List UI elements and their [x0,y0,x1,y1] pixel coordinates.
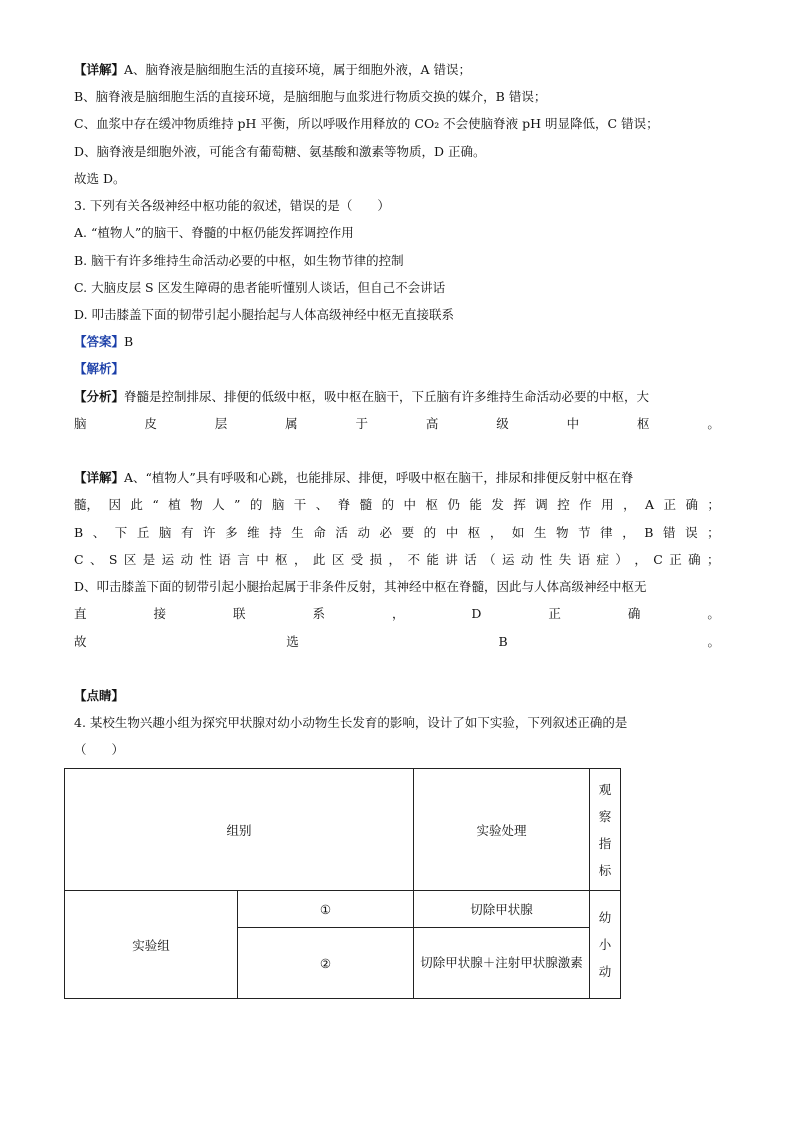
q3-option-c: C. 大脑皮层 S 区发生障碍的患者能听懂别人谈话，但自己不会讲话 [74,280,446,295]
justified-word: 受 [350,552,364,567]
experiment-table [64,768,621,999]
cell-no-1: ① [238,891,414,928]
justified-word: 中 [403,497,417,512]
header-group: 组别 [65,769,414,891]
justified-word: 是 [142,552,156,567]
justified-word: 脊 [337,497,351,512]
justified-word: 要 [401,525,415,540]
detail-line-b: B、脑脊液是脑细胞生活的直接环境，是脑细胞与血浆进行物质交换的媒介，B 错误； [74,89,547,104]
justified-word: 髓 [359,497,373,512]
q3-stem: 3. 下列有关各级神经中枢功能的叙述，错误的是（ ） [74,198,390,213]
q3-detail-line6 [74,605,720,623]
justified-word: 许 [203,525,216,540]
answer-tag: 【答案】 [74,334,125,349]
justified-word: 失 [558,552,572,567]
justified-word: 枢 [275,552,288,567]
justified-word: S [108,552,118,567]
header-treatment: 实验处理 [414,769,590,891]
justified-word: 调 [535,497,548,512]
q3-option-a: A. “植物人”的脑干、脊髓的中枢仍能发挥调控作用 [74,225,354,240]
justified-word: 人 [212,497,225,512]
q3-option-d: D. 叩击膝盖下面的韧带引起小腿抬起与人体高级神经中枢无直接联系 [74,307,455,322]
answer-value: B [124,334,134,349]
justified-word: 正 [548,606,561,621]
justified-word: 干 [293,497,307,512]
justified-word: 选 [286,634,299,649]
justified-word: 如 [511,525,525,540]
q3-detail-line3 [74,524,720,542]
justified-word: 作 [579,497,592,512]
justified-word: 此 [312,552,326,567]
justified-word: 故 [74,634,87,649]
justified-word: 确 [627,606,641,621]
cell-no-2: ② [238,928,414,999]
q3-detail-line5: D、叩击膝盖下面的韧带引起小腿抬起属于非条件反射，其神经中枢在脊髓，因此与人体高级神经中枢无 [74,579,647,594]
justified-word: 必 [379,525,393,540]
header-observation [590,769,621,891]
cell-treatment-1: 切除甲状腺 [414,891,590,928]
justified-word: 讲 [445,552,458,567]
justified-word: 能 [469,497,482,512]
justified-word: 持 [269,525,282,540]
justified-word: C [653,552,663,567]
justified-word: ， [623,497,636,512]
justified-word: 皮 [144,416,157,431]
justified-word: 枢 [637,416,650,431]
justified-word: 确 [685,497,698,512]
justified-word: 的 [381,497,395,512]
q3-detail-line2 [74,496,720,514]
justified-word: 的 [249,497,263,512]
justified-word: B [498,634,508,649]
justified-word: 枢 [425,497,439,512]
justified-word: 确 [688,552,701,567]
justified-word: 运 [501,552,515,567]
justified-word: 中 [445,525,459,540]
justified-word: 动 [357,525,370,540]
q3-fenxi-line1 [74,388,724,406]
justified-word: 挥 [513,497,526,512]
justified-word: 脑 [271,497,285,512]
q3-detail-line1 [74,469,724,487]
justified-word: B [644,525,654,540]
justified-word: 用 [601,497,614,512]
justified-word: 节 [578,525,591,540]
q4-stem-line2: （ ） [74,742,125,757]
cell-observation-text: 幼小动 [598,910,612,979]
justified-word: 发 [491,497,504,512]
justified-word: ， [634,552,647,567]
cell-observation [590,891,621,999]
table-header-row [65,769,621,891]
q3-analysis-tag: 【解析】 [74,361,125,376]
justified-word: 正 [663,497,677,512]
q3-option-b: B. 脑干有许多维持生命活动必要的中枢，如生物节律的控制 [74,253,404,268]
justified-word: 联 [232,606,246,621]
justified-word: ， [622,525,635,540]
q3-answer [74,333,724,351]
fenxi-tag: 【分析】 [74,389,125,404]
justified-word: 仍 [447,497,460,512]
justified-word: 、 [89,552,103,567]
detail-tag: 【详解】 [74,62,125,77]
cell-experiment-group: 实验组 [65,891,238,999]
justified-word: 此 [130,497,143,512]
detail-text: A、“植物人”具有呼吸和心跳，也能排尿、排便，呼吸中枢在脑干，排尿和排便反射中枢在脊 [124,470,634,485]
justified-word: 中 [566,416,580,431]
justified-word: D [471,606,482,621]
justified-word: 多 [225,525,238,540]
justified-word: 于 [355,416,369,431]
justified-word: 错 [663,525,676,540]
justified-word: 脑 [74,416,87,431]
justified-word: 误 [685,525,698,540]
justified-word: 性 [539,552,553,567]
justified-word: 物 [556,525,569,540]
q3-dianjing-tag: 【点睛】 [74,688,125,703]
justified-word: 。 [707,416,720,431]
justified-word: ， [489,525,503,540]
detail-tag: 【详解】 [74,470,125,485]
justified-word: 级 [496,416,509,431]
justified-word: 动 [520,552,534,567]
justified-word: ， [388,552,402,567]
justified-word: “ [152,497,159,512]
justified-word: （ [483,552,496,567]
justified-word: 区 [331,552,345,567]
justified-word: 运 [161,552,175,567]
justified-word: 命 [313,525,326,540]
detail-line-d: D、脑脊液是细胞外液，可能含有葡萄糖、氨基酸和激素等物质，D 正确。 [74,144,486,159]
justified-word: 语 [577,552,591,567]
justified-word: 生 [291,525,304,540]
detail-line-a [74,61,724,79]
justified-word: ） [615,552,628,567]
justified-word: 枢 [467,525,481,540]
justified-word: ； [707,497,720,512]
justified-word: 控 [557,497,570,512]
justified-word: 、 [315,497,329,512]
justified-word: 。 [707,634,720,649]
justified-word: 层 [214,416,228,431]
justified-word: ， [391,606,405,621]
justified-word: 动 [180,552,194,567]
justified-word: 的 [423,525,437,540]
justified-word: 属 [285,416,298,431]
justified-word: 、 [92,525,106,540]
justified-word: 因 [108,497,121,512]
justified-word: 。 [707,606,720,621]
justified-word: C [74,552,84,567]
justified-word: 有 [180,525,194,540]
justified-word: 脑 [158,525,172,540]
cell-treatment-2-text: 切除甲状腺＋注射甲状腺激素 [420,955,583,970]
justified-word: 言 [237,552,250,567]
justified-word: 区 [123,552,137,567]
justified-word: 不 [407,552,420,567]
justified-word: 语 [218,552,231,567]
justified-word: 性 [199,552,212,567]
justified-word: 直 [74,606,87,621]
conclusion-line: 故选 D。 [74,171,126,186]
justified-word: B [74,525,84,540]
justified-word: 髓， [74,497,100,512]
justified-word: 话 [464,552,477,567]
justified-word: 损 [369,552,383,567]
justified-word: ； [707,552,720,567]
detail-text: A、脑脊液是脑细胞生活的直接环境，属于细胞外液，A 错误； [124,62,472,77]
header-observation-text: 观察指标 [598,781,612,878]
justified-word: 系 [312,606,325,621]
justified-word: ； [707,525,720,540]
justified-word: 律 [600,525,613,540]
justified-word: 植 [168,497,181,512]
justified-word: 生 [533,525,547,540]
justified-word: 物 [190,497,203,512]
table-row [65,891,621,928]
q3-fenxi-line2 [74,415,720,433]
justified-word: 能 [426,552,439,567]
q4-stem-line1: 4. 某校生物兴趣小组为探究甲状腺对幼小动物生长发育的影响，设计了如下实验，下列叙述正确的是 [74,715,628,730]
justified-word: 接 [153,606,166,621]
justified-word: 正 [669,552,682,567]
justified-word: 症 [596,552,610,567]
justified-word: ” [234,497,241,512]
detail-line-c: C、血浆中存在缓冲物质维持 pH 平衡，所以呼吸作用释放的 CO₂ 不会使脑脊液 pH 明显降低，C 错误； [74,116,659,131]
fenxi-text: 脊髓是控制排尿、排便的低级中枢，吸中枢在脑干，下丘脑有许多维持生命活动必要的中枢，大 [124,389,650,404]
q3-detail-line4 [74,551,720,569]
justified-word: 中 [256,552,269,567]
justified-word: 高 [425,416,439,431]
justified-word: 维 [247,525,260,540]
justified-word: 下 [114,525,128,540]
q3-detail-line7 [74,633,720,651]
justified-word: ， [294,552,307,567]
cell-treatment-2 [414,928,590,999]
justified-word: A [645,497,655,512]
justified-word: 活 [335,525,348,540]
justified-word: 丘 [136,525,150,540]
